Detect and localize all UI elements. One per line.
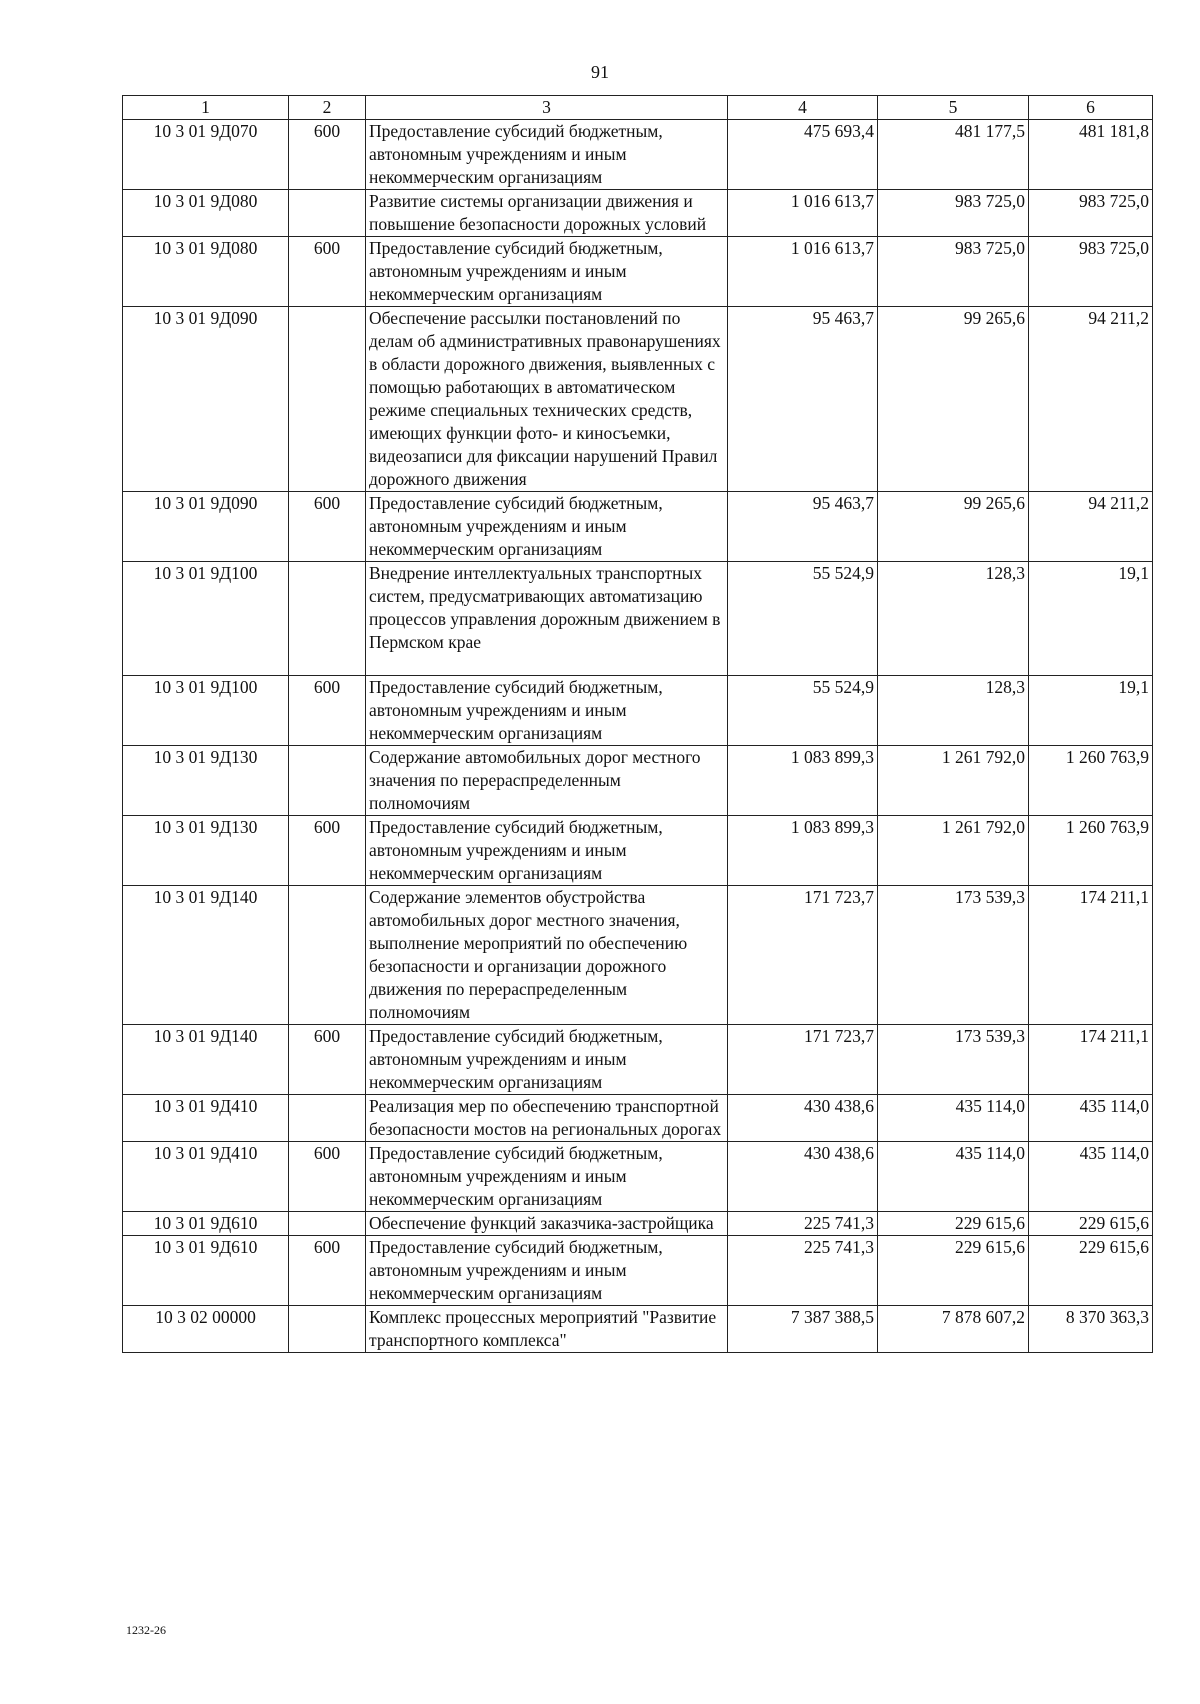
table-header <box>123 96 1153 120</box>
value-col-6-cell: 174 211,1 <box>1029 1025 1153 1095</box>
value-col-4-cell: 95 463,7 <box>728 492 878 562</box>
value-col-6-cell: 1 260 763,9 <box>1029 816 1153 886</box>
value-col-5-cell: 229 615,6 <box>878 1236 1029 1306</box>
code-cell: 10 3 01 9Д140 <box>123 886 289 1025</box>
type-cell <box>289 190 366 237</box>
budget-table <box>122 95 1153 1353</box>
name-cell: Предоставление субсидий бюджетным, автономным учреждениям и иным некоммерческим организациям <box>366 492 728 562</box>
value-col-5-cell: 128,3 <box>878 562 1029 676</box>
type-cell: 600 <box>289 492 366 562</box>
table-body <box>123 120 1153 1353</box>
value-col-4-cell: 55 524,9 <box>728 676 878 746</box>
value-col-5-cell: 173 539,3 <box>878 1025 1029 1095</box>
name-cell: Обеспечение функций заказчика-застройщика <box>366 1212 728 1236</box>
value-col-5-cell: 1 261 792,0 <box>878 816 1029 886</box>
table-row <box>123 1306 1153 1353</box>
type-cell <box>289 562 366 676</box>
code-cell: 10 3 01 9Д070 <box>123 120 289 190</box>
value-col-5-cell: 99 265,6 <box>878 492 1029 562</box>
code-cell: 10 3 01 9Д610 <box>123 1236 289 1306</box>
value-col-5-cell: 99 265,6 <box>878 307 1029 492</box>
value-col-5-cell: 1 261 792,0 <box>878 746 1029 816</box>
value-col-5-cell: 435 114,0 <box>878 1142 1029 1212</box>
value-col-4-cell: 55 524,9 <box>728 562 878 676</box>
code-cell: 10 3 01 9Д140 <box>123 1025 289 1095</box>
code-cell: 10 3 01 9Д100 <box>123 676 289 746</box>
value-col-6-cell: 94 211,2 <box>1029 492 1153 562</box>
value-col-5-cell: 128,3 <box>878 676 1029 746</box>
table-row <box>123 120 1153 190</box>
table-row <box>123 562 1153 676</box>
type-cell <box>289 1212 366 1236</box>
table-row <box>123 746 1153 816</box>
table-row <box>123 1236 1153 1306</box>
type-cell <box>289 886 366 1025</box>
code-cell: 10 3 01 9Д130 <box>123 816 289 886</box>
code-cell: 10 3 01 9Д080 <box>123 190 289 237</box>
value-col-6-cell: 1 260 763,9 <box>1029 746 1153 816</box>
table-row <box>123 492 1153 562</box>
name-cell: Предоставление субсидий бюджетным, автономным учреждениям и иным некоммерческим организациям <box>366 816 728 886</box>
code-cell: 10 3 01 9Д410 <box>123 1095 289 1142</box>
footer-code: 1232-26 <box>126 1623 166 1637</box>
code-cell: 10 3 01 9Д130 <box>123 746 289 816</box>
type-cell: 600 <box>289 676 366 746</box>
value-col-5-cell: 435 114,0 <box>878 1095 1029 1142</box>
value-col-6-cell: 8 370 363,3 <box>1029 1306 1153 1353</box>
name-cell: Комплекс процессных мероприятий "Развитие транспортного комплекса" <box>366 1306 728 1353</box>
value-col-6-cell: 94 211,2 <box>1029 307 1153 492</box>
value-col-4-cell: 225 741,3 <box>728 1212 878 1236</box>
table-row <box>123 886 1153 1025</box>
value-col-4-cell: 95 463,7 <box>728 307 878 492</box>
value-col-5-cell: 229 615,6 <box>878 1212 1029 1236</box>
value-col-6-cell: 983 725,0 <box>1029 190 1153 237</box>
type-cell: 600 <box>289 816 366 886</box>
name-cell: Предоставление субсидий бюджетным, автономным учреждениям и иным некоммерческим организациям <box>366 676 728 746</box>
value-col-4-cell: 1 016 613,7 <box>728 237 878 307</box>
table-row <box>123 1095 1153 1142</box>
value-col-5-cell: 983 725,0 <box>878 190 1029 237</box>
value-col-5-cell: 481 177,5 <box>878 120 1029 190</box>
name-cell: Предоставление субсидий бюджетным, автономным учреждениям и иным некоммерческим организациям <box>366 120 728 190</box>
code-cell: 10 3 01 9Д100 <box>123 562 289 676</box>
type-cell <box>289 746 366 816</box>
name-cell: Содержание автомобильных дорог местного значения по перераспределенным полномочиям <box>366 746 728 816</box>
value-col-4-cell: 225 741,3 <box>728 1236 878 1306</box>
type-cell: 600 <box>289 1025 366 1095</box>
table-row <box>123 1025 1153 1095</box>
value-col-4-cell: 1 016 613,7 <box>728 190 878 237</box>
column-header-1: 1 <box>123 96 289 120</box>
header-row <box>123 96 1153 120</box>
value-col-4-cell: 430 438,6 <box>728 1142 878 1212</box>
code-cell: 10 3 01 9Д080 <box>123 237 289 307</box>
name-cell: Внедрение интеллектуальных транспортных систем, предусматривающих автоматизацию процессов управления дорожным движением в Пермском крае <box>366 562 728 676</box>
type-cell: 600 <box>289 1236 366 1306</box>
code-cell: 10 3 01 9Д610 <box>123 1212 289 1236</box>
table-row <box>123 1212 1153 1236</box>
value-col-5-cell: 983 725,0 <box>878 237 1029 307</box>
value-col-4-cell: 475 693,4 <box>728 120 878 190</box>
value-col-6-cell: 983 725,0 <box>1029 237 1153 307</box>
name-cell: Предоставление субсидий бюджетным, автономным учреждениям и иным некоммерческим организациям <box>366 1142 728 1212</box>
value-col-4-cell: 171 723,7 <box>728 1025 878 1095</box>
code-cell: 10 3 01 9Д090 <box>123 307 289 492</box>
value-col-5-cell: 7 878 607,2 <box>878 1306 1029 1353</box>
table-row <box>123 237 1153 307</box>
value-col-6-cell: 481 181,8 <box>1029 120 1153 190</box>
type-cell <box>289 1095 366 1142</box>
value-col-4-cell: 1 083 899,3 <box>728 746 878 816</box>
table-row <box>123 816 1153 886</box>
value-col-6-cell: 229 615,6 <box>1029 1212 1153 1236</box>
value-col-6-cell: 435 114,0 <box>1029 1142 1153 1212</box>
type-cell <box>289 1306 366 1353</box>
value-col-4-cell: 171 723,7 <box>728 886 878 1025</box>
table-row <box>123 307 1153 492</box>
table-row <box>123 676 1153 746</box>
type-cell: 600 <box>289 120 366 190</box>
code-cell: 10 3 01 9Д090 <box>123 492 289 562</box>
table-row <box>123 1142 1153 1212</box>
value-col-6-cell: 435 114,0 <box>1029 1095 1153 1142</box>
code-cell: 10 3 02 00000 <box>123 1306 289 1353</box>
value-col-6-cell: 19,1 <box>1029 676 1153 746</box>
column-header-2: 2 <box>289 96 366 120</box>
table-row <box>123 190 1153 237</box>
value-col-4-cell: 1 083 899,3 <box>728 816 878 886</box>
value-col-5-cell: 173 539,3 <box>878 886 1029 1025</box>
value-col-6-cell: 19,1 <box>1029 562 1153 676</box>
name-cell: Развитие системы организации движения и повышение безопасности дорожных условий <box>366 190 728 237</box>
value-col-4-cell: 7 387 388,5 <box>728 1306 878 1353</box>
column-header-6: 6 <box>1029 96 1153 120</box>
value-col-4-cell: 430 438,6 <box>728 1095 878 1142</box>
type-cell: 600 <box>289 1142 366 1212</box>
name-cell: Обеспечение рассылки постановлений по делам об административных правонарушениях в области дорожного движения, выявленных с помощью работающих в автоматическом режиме специальных технических средств, имеющих функции фото- и киносъемки, видеозаписи для фиксации нарушений Правил дорожного движения <box>366 307 728 492</box>
name-cell: Предоставление субсидий бюджетным, автономным учреждениям и иным некоммерческим организациям <box>366 1236 728 1306</box>
column-header-5: 5 <box>878 96 1029 120</box>
page-number: 91 <box>591 62 609 82</box>
name-cell: Содержание элементов обустройства автомобильных дорог местного значения, выполнение мероприятий по обеспечению безопасности и организации дорожного движения по перераспределенным полномочиям <box>366 886 728 1025</box>
name-cell: Предоставление субсидий бюджетным, автономным учреждениям и иным некоммерческим организациям <box>366 1025 728 1095</box>
value-col-6-cell: 174 211,1 <box>1029 886 1153 1025</box>
code-cell: 10 3 01 9Д410 <box>123 1142 289 1212</box>
type-cell <box>289 307 366 492</box>
value-col-6-cell: 229 615,6 <box>1029 1236 1153 1306</box>
name-cell: Реализация мер по обеспечению транспортной безопасности мостов на региональных дорогах <box>366 1095 728 1142</box>
type-cell: 600 <box>289 237 366 307</box>
column-header-3: 3 <box>366 96 728 120</box>
column-header-4: 4 <box>728 96 878 120</box>
name-cell: Предоставление субсидий бюджетным, автономным учреждениям и иным некоммерческим организациям <box>366 237 728 307</box>
